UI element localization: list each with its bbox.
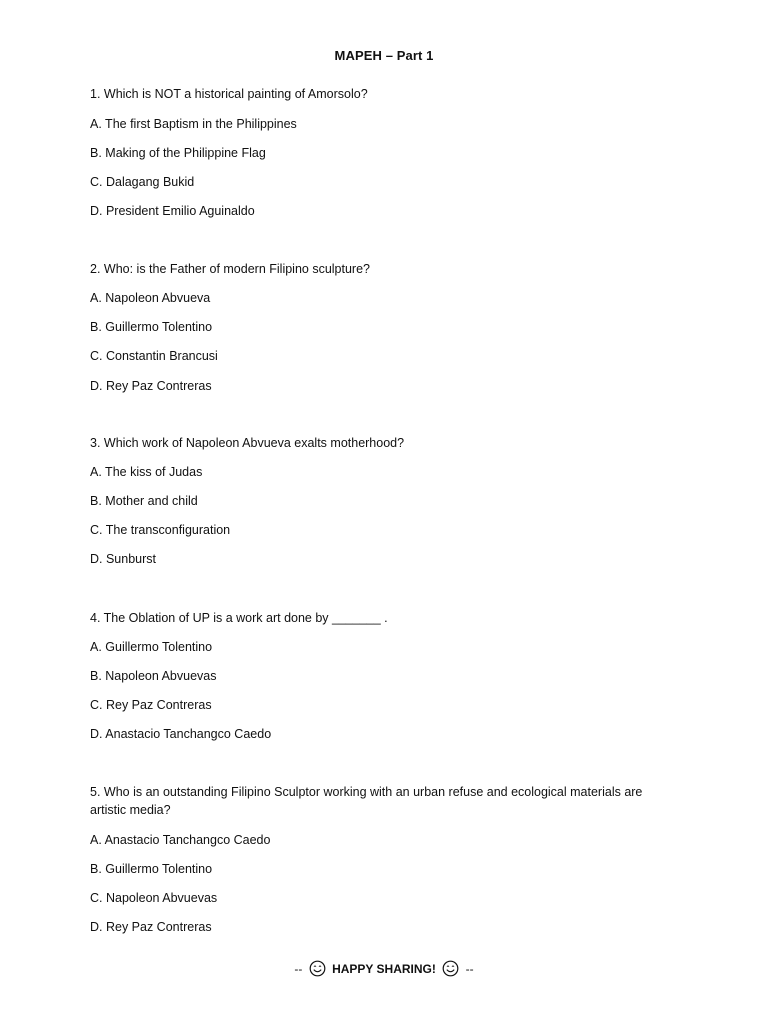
question-3-option-b: B. Mother and child: [90, 494, 198, 508]
question-3-option-a: A. The kiss of Judas: [90, 465, 203, 479]
question-3-option-d: D. Sunburst: [90, 552, 157, 566]
smiley-icon: [442, 960, 459, 980]
smiley-icon: [309, 960, 326, 980]
page-title: MAPEH – Part 1: [334, 48, 434, 63]
question-2-option-a: A. Napoleon Abvueva: [90, 291, 211, 305]
footer-right-dash: --: [465, 962, 474, 976]
question-1-option-d: D. President Emilio Aguinaldo: [90, 204, 255, 218]
question-2-option-c: C. Constantin Brancusi: [90, 349, 218, 363]
question-5: 5. Who is an outstanding Filipino Sculptor working with an urban refuse and ecological materials are artistic media?: [90, 785, 643, 817]
question-2-option-d: D. Rey Paz Contreras: [90, 379, 212, 393]
question-5-option-b: B. Guillermo Tolentino: [90, 862, 213, 876]
footer-left-dash: --: [294, 962, 303, 976]
question-4-option-d: D. Anastacio Tanchangco Caedo: [90, 727, 272, 741]
question-3-option-c: C. The transconfiguration: [90, 523, 231, 537]
question-1: 1. Which is NOT a historical painting of Amorsolo?: [90, 87, 368, 101]
question-3: 3. Which work of Napoleon Abvueva exalts motherhood?: [90, 436, 405, 450]
question-5-option-c: C. Napoleon Abvuevas: [90, 891, 218, 905]
question-4-option-b: B. Napoleon Abvuevas: [90, 669, 217, 683]
question-1-option-b: B. Making of the Philippine Flag: [90, 146, 266, 160]
question-1-option-a: A. The first Baptism in the Philippines: [90, 117, 297, 131]
question-4: 4. The Oblation of UP is a work art done by _______ .: [90, 611, 388, 625]
question-4-option-a: A. Guillermo Tolentino: [90, 640, 213, 654]
footer-label: HAPPY SHARING!: [332, 962, 436, 976]
question-2-option-b: B. Guillermo Tolentino: [90, 320, 213, 334]
question-5-option-d: D. Rey Paz Contreras: [90, 920, 212, 934]
footer: [0, 960, 768, 980]
question-5-option-a: A. Anastacio Tanchangco Caedo: [90, 833, 271, 847]
question-1-option-c: C. Dalagang Bukid: [90, 175, 195, 189]
question-4-option-c: C. Rey Paz Contreras: [90, 698, 212, 712]
question-2: 2. Who: is the Father of modern Filipino sculpture?: [90, 262, 370, 276]
